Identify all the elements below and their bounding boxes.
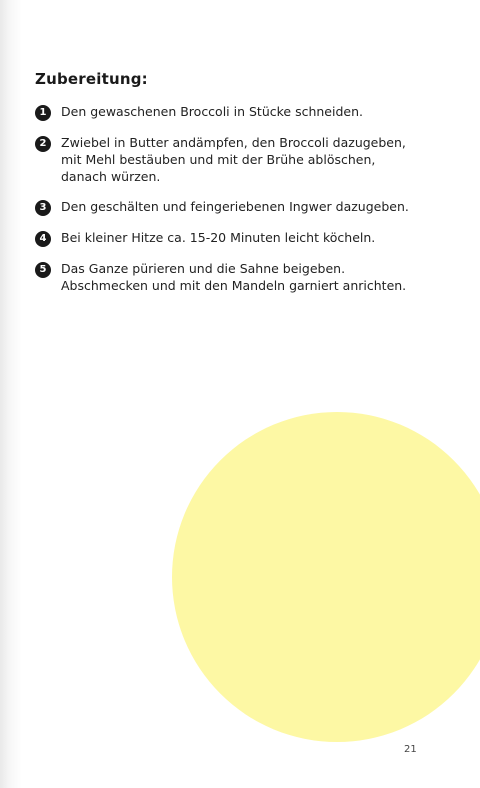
step-item <box>35 198 435 216</box>
step-number-badge: 5 <box>35 262 51 278</box>
step-number-badge: 4 <box>35 231 51 247</box>
step-item <box>35 229 435 247</box>
step-text: Das Ganze pürieren und die Sahne beigeben. Abschmecken und mit den Mandeln garniert anrichten. <box>61 261 407 293</box>
step-number-badge: 2 <box>35 136 51 152</box>
step-text: Den gewaschenen Broccoli in Stücke schneiden. <box>61 104 363 119</box>
step-number-badge: 1 <box>35 105 51 121</box>
step-text: Den geschälten und feingeriebenen Ingwer dazugeben. <box>61 199 409 214</box>
page-number: 21 <box>404 744 417 755</box>
step-text: Zwiebel in Butter andämpfen, den Broccoli dazugeben, mit Mehl bestäuben und mit der Brühe ablöschen, danach würzen. <box>61 135 406 184</box>
step-item <box>35 134 435 185</box>
step-text: Bei kleiner Hitze ca. 15-20 Minuten leicht köcheln. <box>61 230 376 245</box>
section-heading: Zubereitung: <box>35 70 148 88</box>
step-item <box>35 103 435 121</box>
step-number-badge: 3 <box>35 200 51 216</box>
steps-list <box>35 103 435 294</box>
step-item <box>35 260 435 294</box>
decorative-yellow-circle <box>172 412 480 742</box>
